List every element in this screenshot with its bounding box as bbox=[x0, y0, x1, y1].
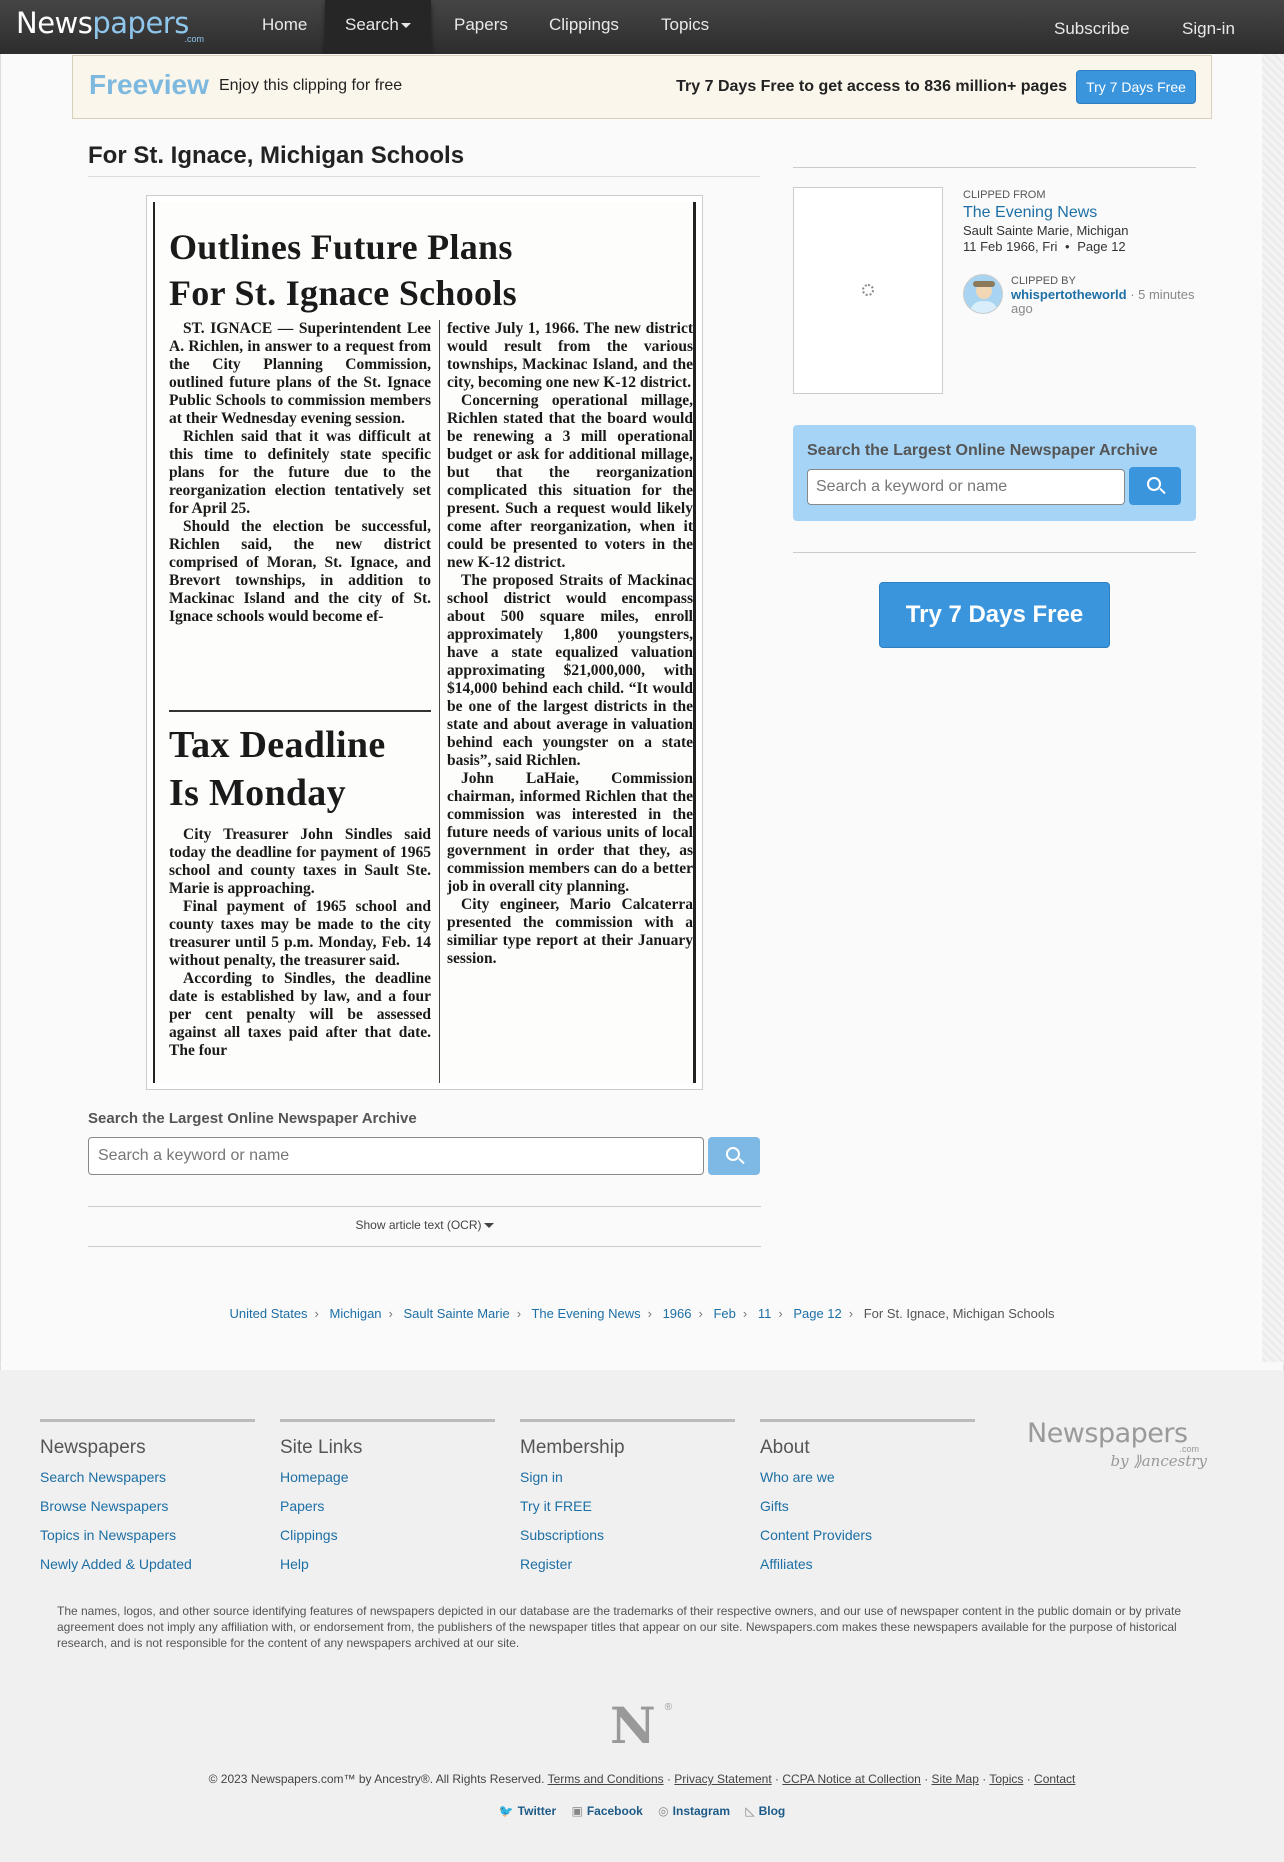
footer-column-about bbox=[760, 1419, 975, 1573]
blog-link[interactable] bbox=[745, 1804, 785, 1818]
clip-paragraph: Richlen said that it was difficult at this time to definitely state specific plans for the future due to the reorganization election tentatively set for April 25. bbox=[169, 428, 431, 517]
avatar-hat bbox=[973, 281, 995, 287]
breadcrumb-separator: › bbox=[314, 1306, 319, 1321]
terms-link[interactable]: Terms and Conditions bbox=[547, 1772, 664, 1786]
footer-link[interactable]: Clippings bbox=[280, 1527, 338, 1543]
freeview-banner bbox=[72, 55, 1212, 119]
twitter-label: Twitter bbox=[517, 1804, 557, 1818]
clipped-from-paper-link[interactable]: The Evening News bbox=[963, 204, 1098, 221]
sitemap-link[interactable]: Site Map bbox=[931, 1772, 979, 1786]
nav-home[interactable]: Home bbox=[262, 15, 308, 34]
clip-paragraph: The proposed Straits of Mackinac school district would encompass about 500 square miles, enroll approximately 1,800 youngsters, have a state equalized valuation approximating $21,000,000, with $14,000 behind each child. “It would be one of the largest districts in the state and about average in valuation behind each youngster on a state basis”, said Richlen. bbox=[447, 572, 693, 769]
logo-papers: papers bbox=[92, 6, 189, 40]
footer-column-rule bbox=[520, 1419, 735, 1422]
footer-link[interactable]: Register bbox=[520, 1556, 573, 1572]
breadcrumb-link[interactable]: Page 12 bbox=[793, 1306, 842, 1321]
caret-down-icon bbox=[484, 1223, 494, 1228]
nav-clippings[interactable]: Clippings bbox=[549, 15, 619, 34]
top-nav bbox=[0, 0, 1284, 54]
footer-logo-text: Newspapers bbox=[1027, 1418, 1188, 1449]
copyright-bar: © 2023 Newspapers.com™ by Ancestry®. All Rights Reserved. Terms and Conditions · Privacy Statement · CCPA Notice at Collection · Site Map · Topics · Contact bbox=[208, 1772, 1076, 1786]
search-input-right[interactable]: Search a keyword or name bbox=[807, 469, 1125, 505]
newspapers-n-logo bbox=[610, 1696, 674, 1755]
clip-headline-4: Is Monday bbox=[169, 772, 346, 814]
clip-paragraph: Concerning operational millage, Richlen stated that the board would be renewing a 3 mill operational budget or ask for additional millage, but that the reorganization complicated this situation for the present. Such a request would likely come after reorganization, when it could be presented to voters in the new K-12 district. bbox=[447, 392, 693, 571]
try-free-button[interactable]: Try 7 Days Free bbox=[879, 582, 1110, 648]
sidebar-divider-bottom bbox=[793, 552, 1196, 553]
breadcrumb bbox=[0, 1306, 1284, 1321]
nav-search-label: Search bbox=[345, 15, 399, 34]
search-button-left[interactable] bbox=[708, 1137, 760, 1175]
instagram-label: Instagram bbox=[672, 1804, 731, 1818]
privacy-link[interactable]: Privacy Statement bbox=[674, 1772, 772, 1786]
clipped-from-location: Sault Sainte Marie, Michigan bbox=[963, 223, 1129, 238]
page-thumbnail[interactable] bbox=[793, 187, 943, 394]
avatar-body bbox=[970, 301, 998, 314]
footer-link[interactable]: Gifts bbox=[760, 1498, 789, 1514]
clip-column-1-bottom bbox=[169, 826, 431, 1083]
clipped-by-label: CLIPPED BY bbox=[1011, 275, 1076, 287]
rss-icon: ◺ bbox=[745, 1804, 755, 1818]
clip-paragraph: John LaHaie, Commission chairman, informed Richlen that the commission was interested in the future needs of various units of local government in order that they, as commission members can do a better job in overall city planning. bbox=[447, 770, 693, 895]
footer-column-title: Newspapers bbox=[40, 1437, 146, 1458]
search-icon bbox=[1147, 477, 1161, 491]
clipping-paper bbox=[153, 202, 696, 1083]
clip-paragraph: fective July 1, 1966. The new district would result from the various townships, Mackinac Island, and the city, becoming one new K-12 district. bbox=[447, 320, 693, 391]
footer-link[interactable]: Browse Newspapers bbox=[40, 1498, 169, 1514]
nav-topics[interactable]: Topics bbox=[661, 15, 710, 34]
instagram-link[interactable] bbox=[658, 1804, 730, 1818]
clipped-time: · 5 minutes ago bbox=[1011, 287, 1195, 316]
clip-headline-2: For St. Ignace Schools bbox=[169, 273, 517, 313]
date-bullet: • bbox=[1065, 239, 1070, 254]
clip-headline-3: Tax Deadline bbox=[169, 724, 386, 766]
logo-news: News bbox=[16, 6, 93, 40]
ocr-divider-top bbox=[88, 1206, 761, 1207]
nav-signin[interactable]: Sign-in bbox=[1182, 19, 1235, 38]
clip-date: 11 Feb 1966, Fri bbox=[963, 239, 1058, 254]
facebook-icon: ▣ bbox=[571, 1804, 583, 1818]
facebook-link[interactable] bbox=[571, 1804, 642, 1818]
search-button-right[interactable] bbox=[1129, 467, 1181, 505]
clipped-by-info bbox=[1011, 288, 1201, 316]
social-links bbox=[0, 1804, 1284, 1818]
copyright-text: © 2023 Newspapers.com™ by Ancestry®. All Rights Reserved. bbox=[208, 1772, 545, 1786]
logo-com: .com bbox=[184, 34, 204, 44]
breadcrumb-link[interactable]: The Evening News bbox=[531, 1306, 641, 1321]
avatar[interactable] bbox=[963, 274, 1003, 314]
legal-disclaimer: The names, logos, and other source identifying features of newspapers depicted in our database are the trademarks of their respective owners, and our use of newspaper content in the public domain or by private agreement does not imply any affiliation with, or endorsement from, the publishers of the newspaper titles that appear on our site. Newspapers.com makes these newspapers available for the purpose of historical research, and is not responsible for the content of any newspapers archived at our site. bbox=[57, 1604, 1181, 1650]
breadcrumb-link[interactable]: 1966 bbox=[662, 1306, 692, 1321]
ocr-toggle-label: Show article text (OCR) bbox=[355, 1218, 482, 1232]
footer-column-title: Membership bbox=[520, 1437, 625, 1458]
twitter-link[interactable] bbox=[499, 1804, 556, 1818]
footer-column-title: About bbox=[760, 1437, 810, 1458]
ccpa-link[interactable]: CCPA Notice at Collection bbox=[782, 1772, 921, 1786]
footer-link[interactable]: Topics in Newspapers bbox=[40, 1527, 177, 1543]
twitter-icon: 🐦 bbox=[498, 1804, 514, 1818]
ocr-toggle[interactable] bbox=[0, 1218, 849, 1232]
freeview-trial-button[interactable]: Try 7 Days Free bbox=[1076, 70, 1196, 104]
nav-subscribe[interactable]: Subscribe bbox=[1054, 19, 1130, 38]
page-edge-pattern bbox=[1262, 54, 1284, 1364]
instagram-icon: ◎ bbox=[658, 1804, 669, 1818]
clipper-username-link[interactable]: whispertotheworld bbox=[1011, 287, 1127, 302]
breadcrumb-separator: › bbox=[742, 1306, 748, 1321]
breadcrumb-separator: › bbox=[388, 1306, 393, 1321]
footer-column-rule bbox=[760, 1419, 975, 1422]
footer-link[interactable]: Affiliates bbox=[760, 1556, 813, 1572]
breadcrumb-separator: › bbox=[516, 1306, 522, 1321]
title-divider bbox=[88, 176, 760, 177]
footer-link[interactable]: Try it FREE bbox=[520, 1498, 592, 1514]
n-logo-letter: N bbox=[610, 1696, 656, 1755]
sidebar-search-box bbox=[793, 425, 1196, 521]
footer-link[interactable]: Newly Added & Updated bbox=[40, 1556, 192, 1572]
freeview-subtitle: Enjoy this clipping for free bbox=[219, 77, 403, 94]
chevron-down-icon bbox=[401, 23, 411, 28]
column-rule bbox=[439, 320, 440, 1083]
topics-link[interactable]: Topics bbox=[989, 1772, 1024, 1786]
footer-link[interactable]: Content Providers bbox=[760, 1527, 873, 1543]
clip-paragraph: City engineer, Mario Calcaterra presented the commission with a similiar type report at their January session. bbox=[447, 896, 693, 967]
breadcrumb-link[interactable]: Feb bbox=[713, 1306, 736, 1321]
clip-paragraph: Should the election be successful, Richlen said, the new district comprised of Moran, St. Ignace, and Brevort townships, in addition to Mackinac Island and the city of St. Ignace schools would become ef- bbox=[169, 518, 431, 625]
breadcrumb-separator: › bbox=[778, 1306, 783, 1321]
section-rule bbox=[169, 710, 431, 712]
footer-link[interactable]: Sign in bbox=[520, 1469, 563, 1485]
page-title: For St. Ignace, Michigan Schools bbox=[88, 142, 465, 169]
footer-link[interactable]: Homepage bbox=[280, 1469, 349, 1485]
clip-column-1-top bbox=[169, 320, 431, 722]
search-icon bbox=[726, 1147, 740, 1161]
clip-paragraph: According to Sindles, the deadline date is established by law, and a four per cent penalty will be assessed against all taxes paid after that date. The four bbox=[169, 970, 431, 1059]
footer-newspapers-ancestry-logo[interactable] bbox=[1027, 1418, 1217, 1474]
clip-page: Page 12 bbox=[1077, 239, 1126, 254]
freeview-promo: Try 7 Days Free to get access to 836 million+ pages bbox=[676, 78, 1067, 95]
freeview-title: Freeview bbox=[89, 69, 209, 100]
sidebar-search-label: Search the Largest Online Newspaper Archive bbox=[807, 442, 1158, 459]
ocr-divider-bottom bbox=[88, 1246, 761, 1247]
footer-column-title: Site Links bbox=[280, 1437, 363, 1458]
page-edge-scallop bbox=[0, 1362, 1284, 1376]
breadcrumb-link[interactable]: Michigan bbox=[329, 1306, 382, 1321]
footer-column-rule bbox=[280, 1419, 495, 1422]
loading-spinner-icon bbox=[862, 284, 874, 296]
footer-link[interactable]: Search Newspapers bbox=[40, 1469, 167, 1485]
facebook-label: Facebook bbox=[586, 1804, 643, 1818]
breadcrumb-separator: › bbox=[848, 1306, 854, 1321]
breadcrumb-link[interactable]: 11 bbox=[757, 1306, 772, 1321]
nav-search[interactable] bbox=[325, 0, 431, 54]
clipped-from-label: CLIPPED FROM bbox=[963, 189, 1046, 201]
contact-link[interactable]: Contact bbox=[1034, 1772, 1076, 1786]
footer-link[interactable]: Papers bbox=[280, 1498, 325, 1514]
clip-column-2 bbox=[447, 320, 693, 1083]
footer-logo-by: by ⟫ancestry bbox=[1110, 1452, 1207, 1470]
newspapers-logo[interactable] bbox=[16, 6, 212, 46]
nav-papers[interactable]: Papers bbox=[454, 15, 508, 34]
search-archive-label: Search the Largest Online Newspaper Archive bbox=[88, 1110, 417, 1127]
footer-logo-com: .com bbox=[1179, 1444, 1199, 1454]
clip-paragraph: ST. IGNACE — Superintendent Lee A. Richlen, in answer to a request from the City Planning Commission, outlined future plans of the St. Ignace Public Schools to commission members at their Wednesday evening session. bbox=[169, 320, 431, 427]
clipped-from-date bbox=[963, 239, 1126, 254]
breadcrumb-link[interactable]: Sault Sainte Marie bbox=[403, 1306, 510, 1321]
footer-column-rule bbox=[40, 1419, 255, 1422]
blog-label: Blog bbox=[758, 1804, 786, 1818]
clip-headline-1: Outlines Future Plans bbox=[169, 227, 513, 267]
breadcrumb-current: For St. Ignace, Michigan Schools bbox=[863, 1306, 1055, 1321]
breadcrumb-link[interactable]: United States bbox=[229, 1306, 308, 1321]
clip-paragraph: City Treasurer John Sindles said today the deadline for payment of 1965 school and county taxes in Sault Ste. Marie is approaching. bbox=[169, 826, 431, 897]
breadcrumb-separator: › bbox=[647, 1306, 652, 1321]
clip-paragraph: Final payment of 1965 school and county taxes may be made to the city treasurer until 5 p.m. Monday, Feb. 14 without penalty, the treasurer said. bbox=[169, 898, 431, 969]
registered-mark: ® bbox=[664, 1702, 672, 1713]
breadcrumb-separator: › bbox=[698, 1306, 703, 1321]
footer-column-membership bbox=[520, 1419, 735, 1573]
footer-link[interactable]: Subscriptions bbox=[520, 1527, 605, 1543]
footer-link[interactable]: Who are we bbox=[760, 1469, 835, 1485]
sidebar-divider-top bbox=[793, 167, 1196, 168]
footer-column-site-links bbox=[280, 1419, 495, 1573]
footer-column-newspapers bbox=[40, 1419, 255, 1573]
search-input-left[interactable]: Search a keyword or name bbox=[88, 1137, 704, 1175]
clipping-image[interactable] bbox=[146, 195, 703, 1090]
footer-link[interactable]: Help bbox=[280, 1556, 309, 1572]
